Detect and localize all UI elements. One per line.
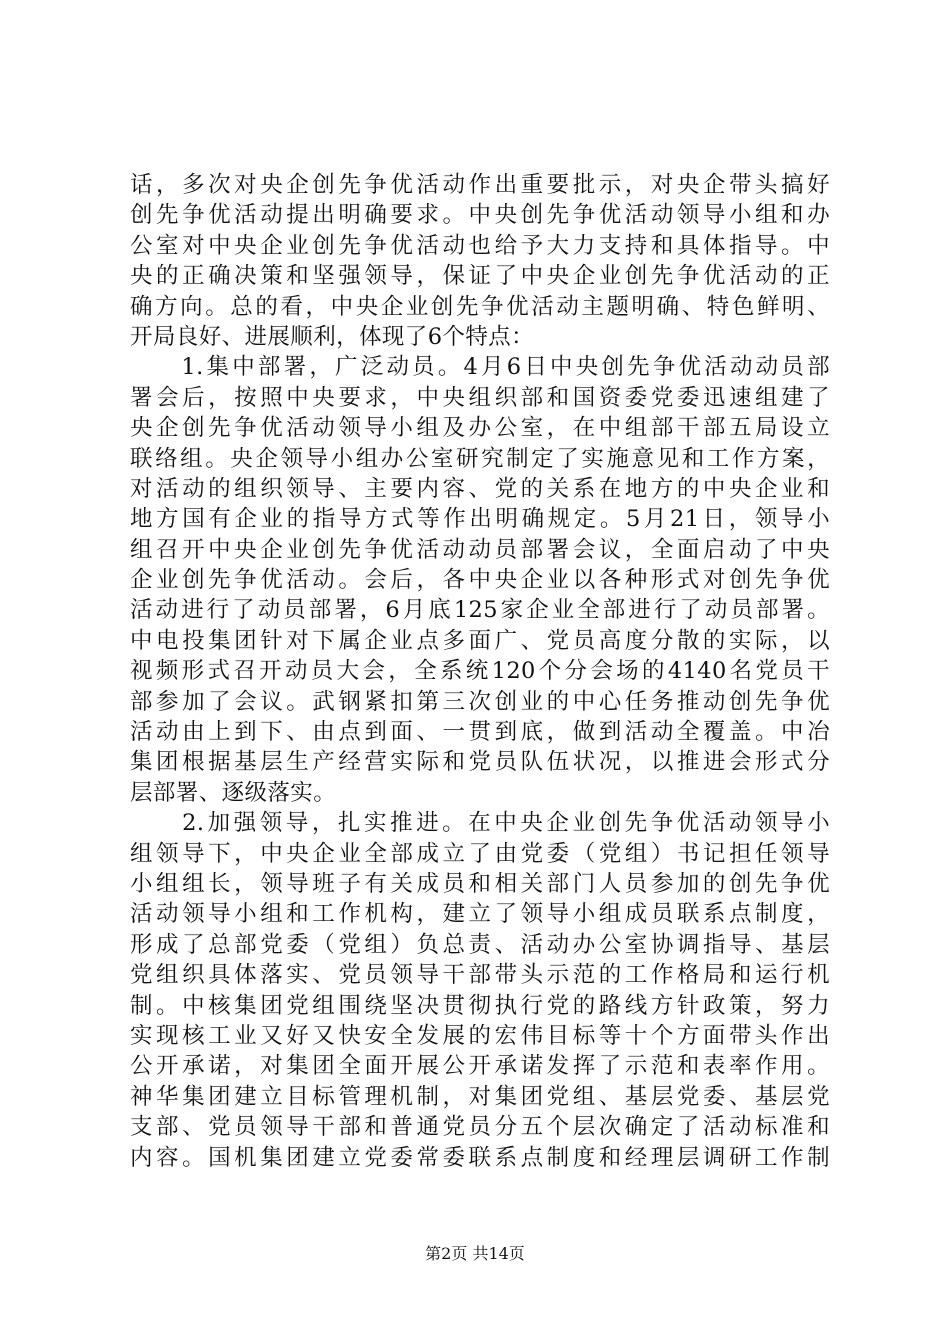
text-line: 联络组。央企领导小组办公室研究制定了实施意见和工作方案， bbox=[130, 445, 830, 472]
text-line: 2.加强领导，扎实推进。在中央企业创先争优活动领导小 bbox=[130, 810, 830, 837]
text-line: 活动领导小组和工作机构，建立了领导小组成员联系点制度， bbox=[130, 901, 830, 928]
text-line: 部参加了会议。武钢紧扣第三次创业的中心任务推动创先争优 bbox=[130, 688, 830, 715]
text-line: 中电投集团针对下属企业点多面广、党员高度分散的实际，以 bbox=[130, 627, 830, 654]
text-line: 央的正确决策和坚强领导，保证了中央企业创先争优活动的正 bbox=[130, 263, 830, 290]
text-line: 组召开中央企业创先争优活动动员部署会议，全面启动了中央 bbox=[130, 536, 830, 563]
text-line: 央企创先争优活动领导小组及办公室，在中组部干部五局设立 bbox=[130, 415, 830, 442]
text-line: 集团根据基层生产经营实际和党员队伍状况，以推进会形式分 bbox=[130, 749, 830, 776]
text-line: 署会后，按照中央要求，中央组织部和国资委党委迅速组建了 bbox=[130, 384, 830, 411]
page-footer: 第2页 共14页 bbox=[425, 1244, 525, 1263]
text-line: 话，多次对央企创先争优活动作出重要批示，对央企带头搞好 bbox=[130, 172, 830, 198]
text-line: 企业创先争优活动。会后，各中央企业以各种形式对创先争优 bbox=[130, 567, 830, 594]
document-body bbox=[130, 170, 830, 1173]
text-line: 小组组长，领导班子有关成员和相关部门人员参加的创先争优 bbox=[130, 870, 830, 897]
text-line: 对活动的组织领导、主要内容、党的关系在地方的中央企业和 bbox=[130, 475, 830, 502]
text-line: 公室对中央企业创先争优活动也给予大力支持和具体指导。中 bbox=[130, 232, 830, 259]
text-line: 开局良好、进展顺利，体现了6个特点： bbox=[130, 323, 535, 350]
text-line: 公开承诺，对集团全面开展公开承诺发挥了示范和表率作用。 bbox=[130, 1053, 830, 1080]
text-line: 视频形式召开动员大会，全系统120个分会场的4140名党员干 bbox=[130, 658, 830, 685]
text-line: 实现核工业又好又快安全发展的宏伟目标等十个方面带头作出 bbox=[130, 1022, 830, 1049]
text-line: 制。中核集团党组围绕坚决贯彻执行党的路线方针政策，努力 bbox=[130, 992, 830, 1019]
text-line: 党组织具体落实、党员领导干部带头示范的工作格局和运行机 bbox=[130, 962, 830, 989]
text-line: 层部署、逐级落实。 bbox=[130, 779, 337, 806]
text-line: 神华集团建立目标管理机制，对集团党组、基层党委、基层党 bbox=[130, 1083, 830, 1110]
text-line: 内容。国机集团建立党委常委联系点制度和经理层调研工作制 bbox=[130, 1144, 830, 1171]
text-line: 活动进行了动员部署，6月底125家企业全部进行了动员部署。 bbox=[130, 597, 830, 624]
text-line: 组领导下，中央企业全部成立了由党委（党组）书记担任领导 bbox=[130, 840, 830, 867]
text-line: 形成了总部党委（党组）负总责、活动办公室协调指导、基层 bbox=[130, 931, 830, 958]
text-line: 地方国有企业的指导方式等作出明确规定。5月21日，领导小 bbox=[130, 506, 830, 533]
text-line: 确方向。总的看，中央企业创先争优活动主题明确、特色鲜明、 bbox=[130, 293, 830, 320]
text-line: 创先争优活动提出明确要求。中央创先争优活动领导小组和办 bbox=[130, 202, 830, 229]
text-line: 支部、党员领导干部和普通党员分五个层次确定了活动标准和 bbox=[130, 1114, 830, 1141]
text-line: 活动由上到下、由点到面、一贯到底，做到活动全覆盖。中冶 bbox=[130, 719, 830, 746]
text-line: 1.集中部署，广泛动员。4月6日中央创先争优活动动员部 bbox=[130, 354, 830, 381]
